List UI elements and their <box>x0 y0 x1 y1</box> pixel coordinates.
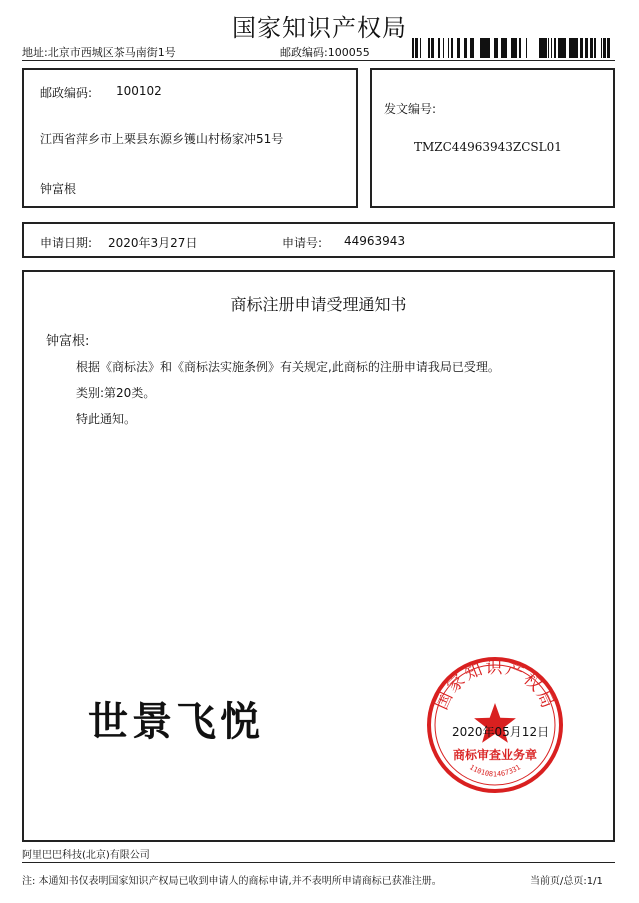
document-number-value: TMZC44963943ZCSL01 <box>414 140 562 154</box>
recipient-postcode-value: 100102 <box>116 84 162 98</box>
notice-body-line: 特此通知。 <box>76 412 137 426</box>
recipient-box <box>22 68 358 208</box>
notice-date: 2020年05月12日 <box>452 725 550 739</box>
office-postcode: 邮政编码:100055 <box>280 46 370 59</box>
seal-serial-text: 1101081467331 <box>467 763 523 779</box>
footer-rule <box>22 862 615 863</box>
seal-outer-text: 国家知识产权局 <box>431 658 559 713</box>
application-number-label: 申请号: <box>282 236 323 250</box>
notice-salutation: 钟富根: <box>46 334 90 349</box>
office-address: 地址:北京市西城区茶马南街1号 <box>22 46 176 59</box>
page-indicator: 当前页/总页:1/1 <box>530 876 603 887</box>
header-rule <box>22 60 615 61</box>
footer-note: 注: 本通知书仅表明国家知识产权局已收到申请人的商标申请,并不表明所申请商标已获准注册。 <box>22 876 442 887</box>
seal-inner-text: 商标审查业务章 <box>452 748 538 762</box>
svg-text:1101081467331 <box>468 763 522 778</box>
recipient-address: 江西省萍乡市上栗县东源乡镬山村杨家冲51号 <box>40 132 284 146</box>
document-number-label: 发文编号: <box>384 102 437 116</box>
notice-body-line: 根据《商标法》和《商标法实施条例》有关规定,此商标的注册申请我局已受理。 <box>76 360 500 374</box>
recipient-name: 钟富根 <box>40 182 77 196</box>
barcode-image <box>412 38 612 58</box>
application-date-label: 申请日期: <box>40 236 93 250</box>
trademark-text: 世景飞悦 <box>88 699 264 745</box>
agency-name: 阿里巴巴科技(北京)有限公司 <box>22 850 150 861</box>
application-number-value: 44963943 <box>344 234 406 248</box>
office-title: 国家知识产权局 <box>232 14 407 42</box>
application-info-box <box>22 222 615 258</box>
application-date-value: 2020年3月27日 <box>108 236 198 250</box>
recipient-postcode-label: 邮政编码: <box>40 86 93 100</box>
notice-title: 商标注册申请受理通知书 <box>230 295 407 314</box>
document-number-box <box>370 68 615 208</box>
notice-body-line: 类别:第20类。 <box>76 386 156 400</box>
